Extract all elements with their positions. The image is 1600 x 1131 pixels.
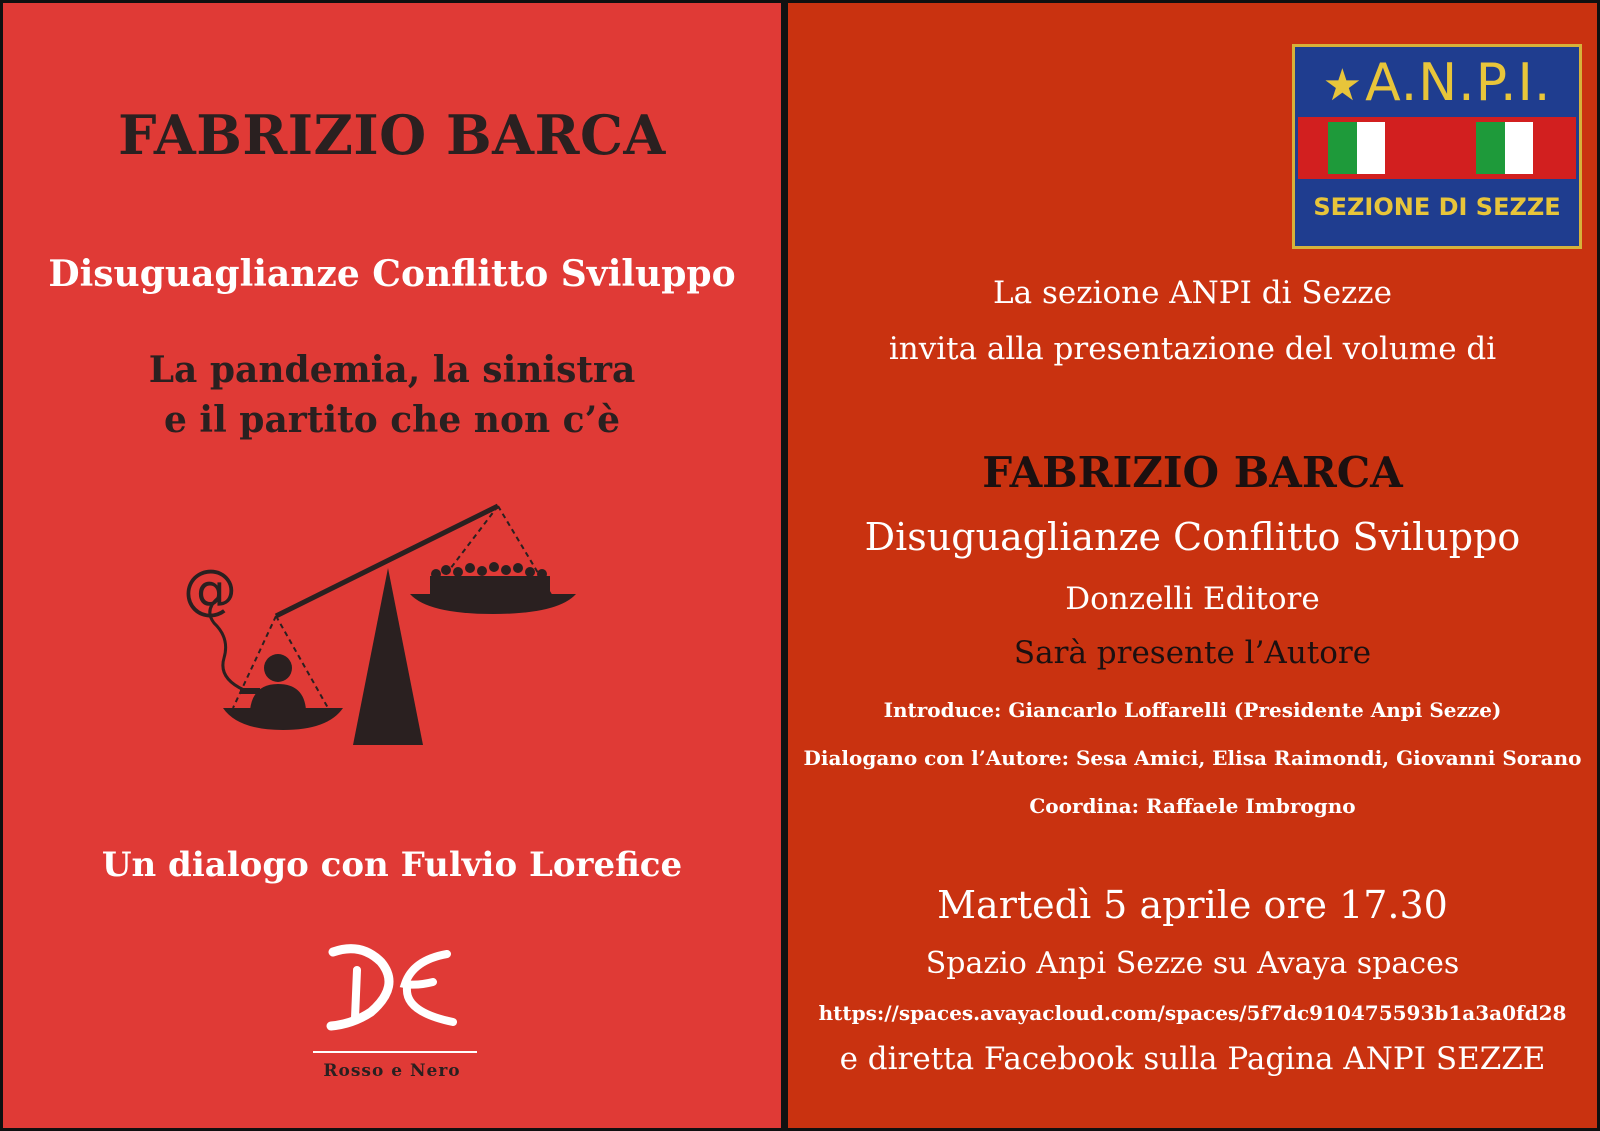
badge-flag-band bbox=[1298, 117, 1576, 179]
panel-divider bbox=[781, 0, 788, 1131]
event-date: Martedì 5 aprile ore 17.30 bbox=[937, 883, 1448, 927]
star-icon: ★ bbox=[1322, 60, 1364, 111]
invite-author-presence: Sarà presente l’Autore bbox=[1013, 635, 1372, 671]
scale-right-pan bbox=[410, 594, 576, 614]
cover-tagline-line1: La pandemia, la sinistra bbox=[148, 349, 636, 391]
anpi-badge-section: SEZIONE DI SEZZE bbox=[1313, 193, 1561, 221]
invite-book-title: Disuguaglianze Conflitto Sviluppo bbox=[864, 515, 1521, 559]
cover-tagline-line2: e il partito che non c’è bbox=[163, 399, 621, 441]
invite-introducer: Introduce: Giancarlo Loffarelli (Presidente Anpi Sezze) bbox=[883, 698, 1502, 722]
italian-flag-icon bbox=[1476, 122, 1562, 174]
businessman-icon bbox=[240, 654, 306, 710]
invite-moderator: Coordina: Raffaele Imbrogno bbox=[1029, 794, 1356, 818]
event-url-link[interactable]: https://spaces.avayacloud.com/spaces/5f7dc910475593b1a3a0fd28 bbox=[818, 1001, 1567, 1025]
facebook-live-note: e diretta Facebook sulla Pagina ANPI SEZZE bbox=[839, 1041, 1546, 1077]
italian-flag-icon bbox=[1328, 122, 1414, 174]
cover-dialog-credit: Un dialogo con Fulvio Lorefice bbox=[101, 845, 683, 885]
balance-scale-illustration bbox=[178, 498, 598, 773]
at-symbol-icon: @ bbox=[183, 558, 237, 621]
invitation-panel bbox=[788, 3, 1597, 1128]
donzelli-logo bbox=[321, 940, 461, 1034]
cover-tagline bbox=[3, 345, 781, 445]
crowd-icon bbox=[430, 562, 550, 594]
series-divider bbox=[313, 1051, 477, 1053]
anpi-badge bbox=[1292, 44, 1582, 249]
cover-author: FABRIZIO BARCA bbox=[118, 103, 666, 167]
cover-series-name: Rosso e Nero bbox=[323, 1061, 461, 1081]
invite-author: FABRIZIO BARCA bbox=[982, 448, 1403, 497]
invite-speakers: Dialogano con l’Autore: Sesa Amici, Elisa Raimondi, Giovanni Sorano bbox=[803, 746, 1582, 770]
intro-line-1: La sezione ANPI di Sezze bbox=[993, 275, 1392, 311]
intro-line-2: invita alla presentazione del volume di bbox=[888, 331, 1497, 367]
invite-publisher: Donzelli Editore bbox=[1065, 581, 1320, 617]
anpi-badge-title bbox=[1295, 51, 1579, 118]
anpi-badge-title-text: A.N.P.I. bbox=[1365, 53, 1552, 113]
cover-subtitle: Disuguaglianze Conflitto Sviluppo bbox=[48, 253, 736, 295]
event-venue: Spazio Anpi Sezze su Avaya spaces bbox=[925, 946, 1460, 981]
scale-left-pan bbox=[223, 708, 343, 730]
book-cover bbox=[3, 3, 781, 1128]
